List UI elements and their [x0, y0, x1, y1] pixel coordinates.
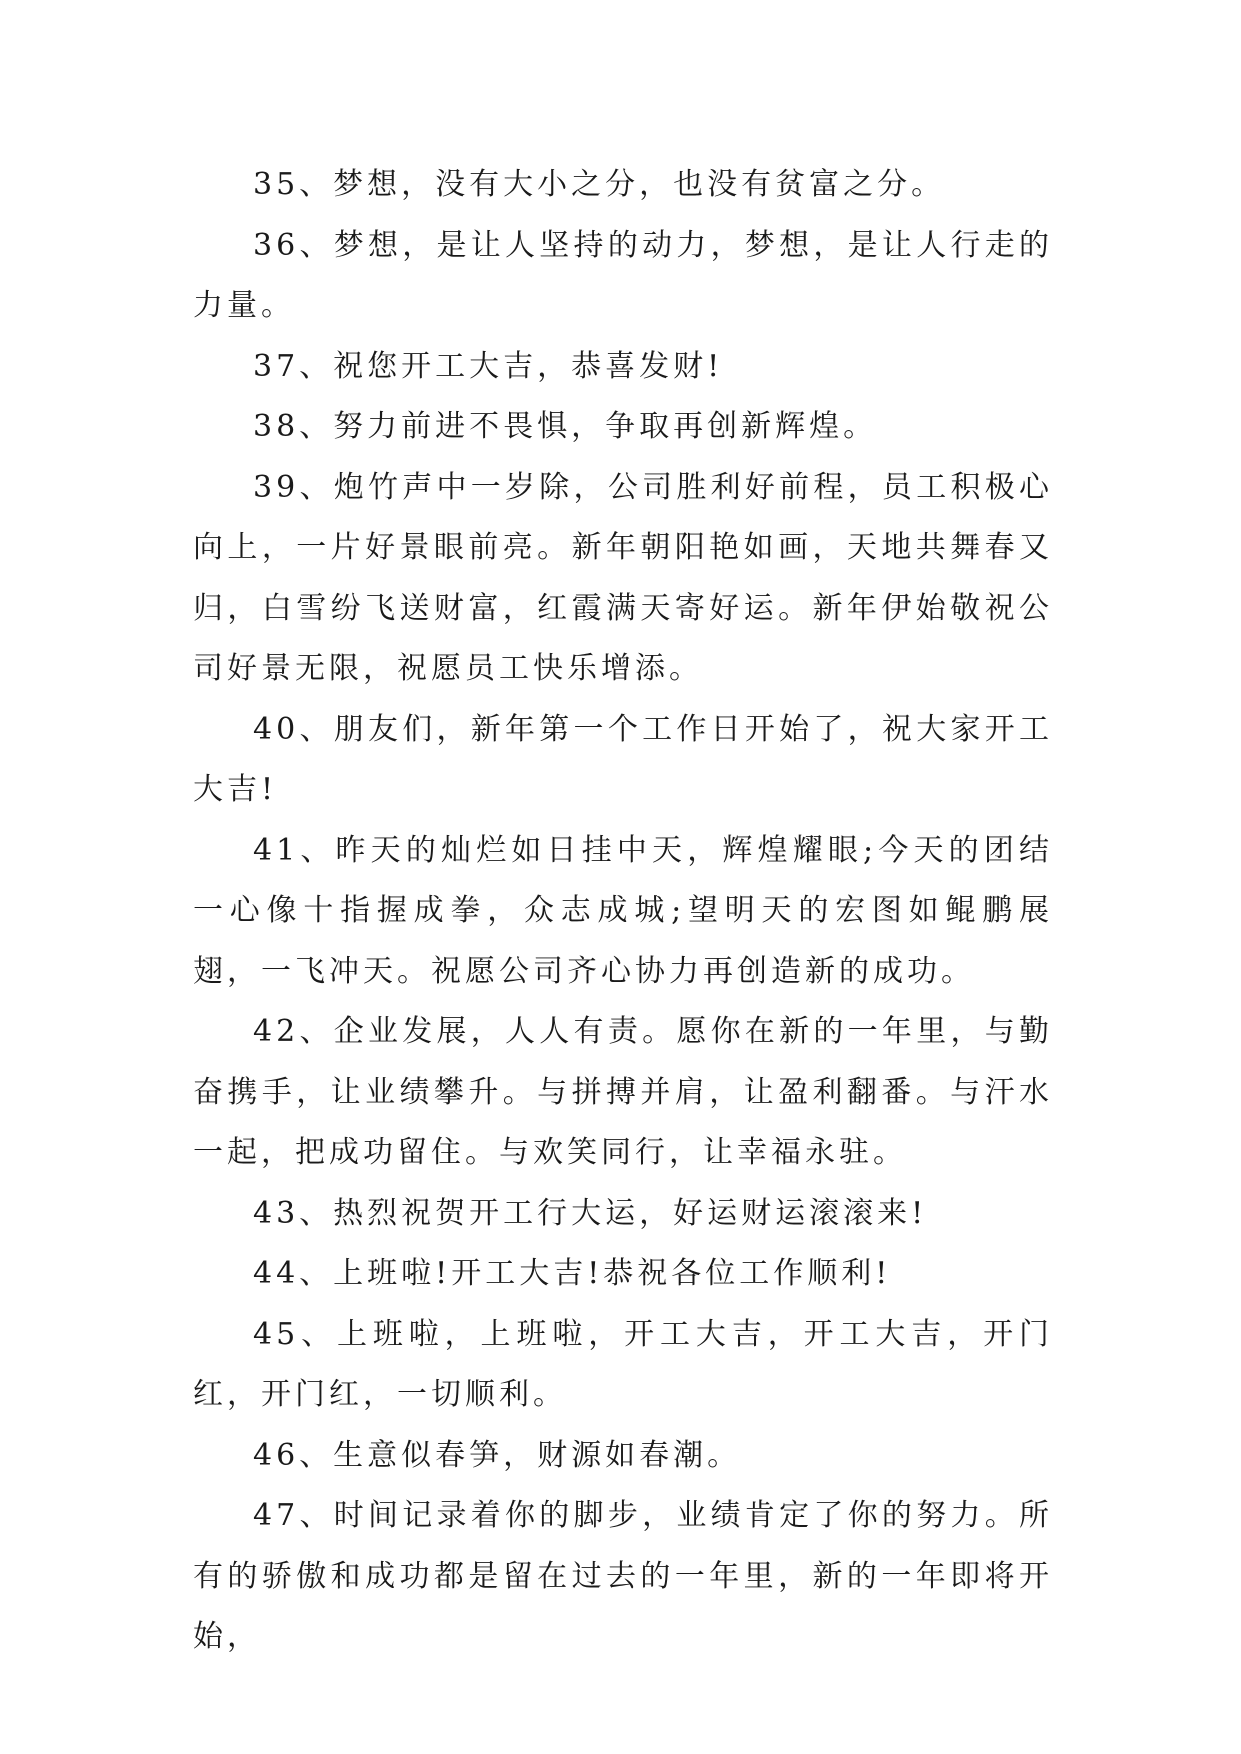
paragraph-41: 41、昨天的灿烂如日挂中天，辉煌耀眼;今天的团结一心像十指握成拳，众志成城;望明天的宏图如鲲鹏展翅，一飞冲天。祝愿公司齐心协力再创造新的成功。 — [193, 832, 1053, 989]
paragraph-40: 40、朋友们，新年第一个工作日开始了，祝大家开工大吉! — [193, 711, 1053, 807]
document-body — [193, 155, 1053, 1668]
paragraph-39: 39、炮竹声中一岁除，公司胜利好前程，员工积极心向上，一片好景眼前亮。新年朝阳艳如画，天地共舞春又归，白雪纷飞送财富，红霞满天寄好运。新年伊始敬祝公司好景无限，祝愿员工快乐增添。 — [193, 469, 1053, 686]
paragraph-38: 38、努力前进不畏惧，争取再创新辉煌。 — [253, 409, 878, 444]
paragraph-44: 44、上班啦!开工大吉!恭祝各位工作顺利! — [253, 1256, 892, 1291]
paragraph-36: 36、梦想，是让人坚持的动力，梦想，是让人行走的力量。 — [193, 227, 1053, 323]
paragraph-42: 42、企业发展，人人有责。愿你在新的一年里，与勤奋携手，让业绩攀升。与拼搏并肩，让盈利翻番。与汗水一起，把成功留住。与欢笑同行，让幸福永驻。 — [193, 1014, 1053, 1170]
paragraph-47: 47、时间记录着你的脚步，业绩肯定了你的努力。所有的骄傲和成功都是留在过去的一年里，新的一年即将开始， — [193, 1498, 1053, 1654]
paragraph-43: 43、热烈祝贺开工行大运，好运财运滚滚来! — [253, 1195, 928, 1231]
paragraph-46: 46、生意似春笋，财源如春潮。 — [253, 1437, 742, 1473]
paragraph-35: 35、梦想，没有大小之分，也没有贫富之分。 — [253, 167, 946, 202]
paragraph-37: 37、祝您开工大吉，恭喜发财! — [253, 348, 724, 384]
paragraph-45: 45、上班啦，上班啦，开工大吉，开工大吉，开门红，开门红，一切顺利。 — [193, 1316, 1053, 1412]
